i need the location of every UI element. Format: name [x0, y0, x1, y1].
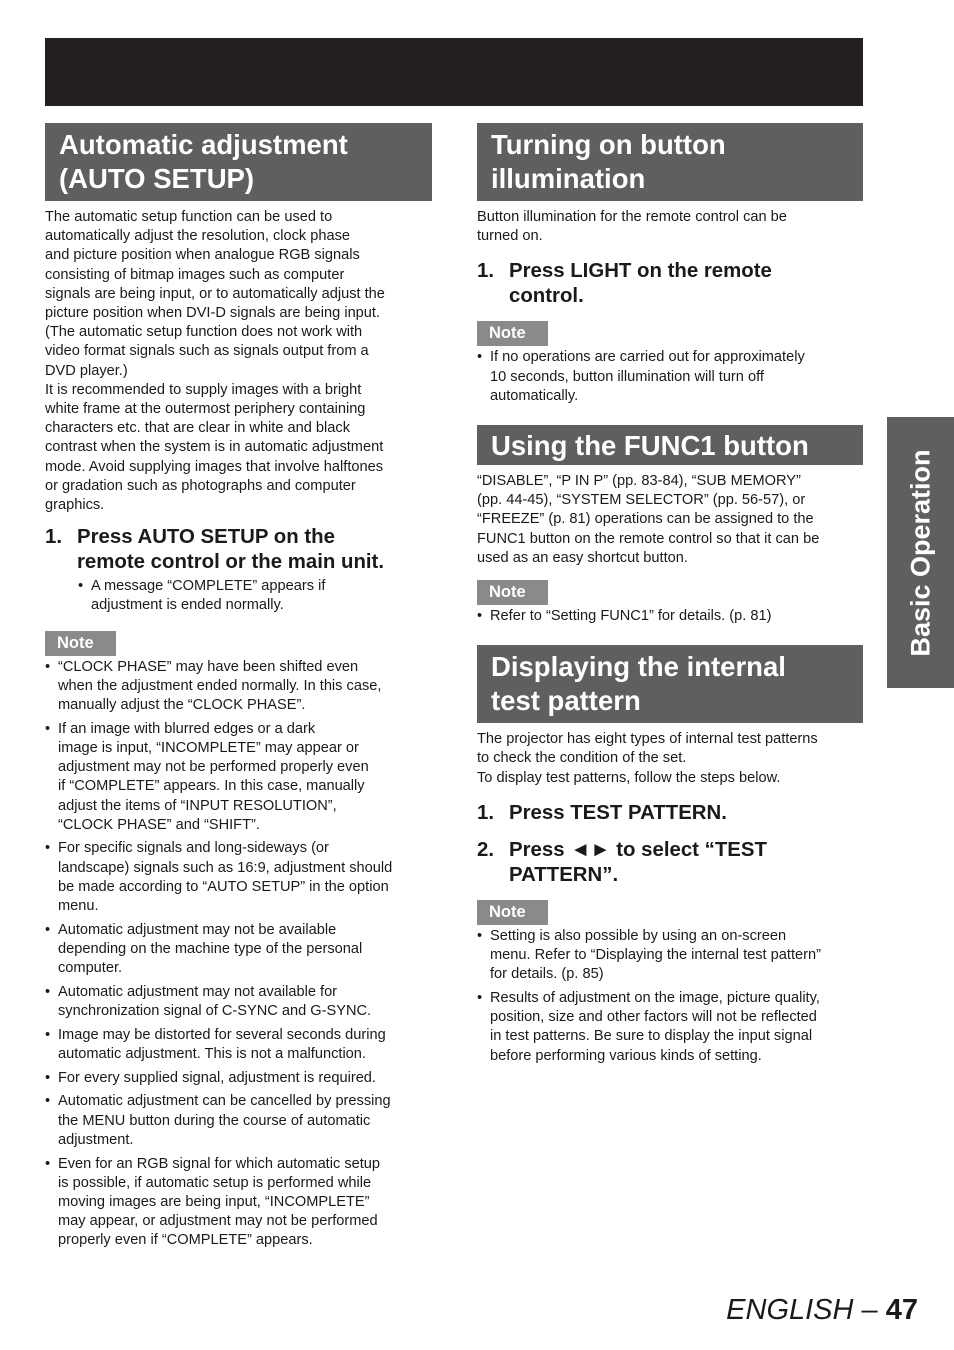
bullet-dot: •	[477, 989, 483, 1006]
note-line: Even for an RGB signal for which automatic setup	[58, 1155, 381, 1172]
intro-line: video format signals such as signals output from a	[45, 343, 369, 360]
bullet-dot: •	[45, 921, 51, 938]
note-line: be made according to “AUTO SETUP” in the option	[58, 878, 389, 895]
note-line: adjustment.	[58, 1131, 134, 1148]
footer-separator: –	[853, 1294, 886, 1326]
bullet-dot: •	[45, 1026, 51, 1043]
note-line: For specific signals and long-sideways (or	[58, 840, 329, 857]
step-text: remote control or the main unit.	[77, 551, 385, 574]
note-item	[477, 607, 863, 626]
note-line: Automatic adjustment may not be available	[58, 921, 337, 938]
bullet-line: adjustment is ended normally.	[91, 597, 284, 614]
note-item	[45, 1069, 432, 1088]
intro-line: picture position when DVI-D signals are being input.	[45, 305, 381, 322]
bullet-dot: •	[45, 983, 51, 1000]
note-line: Automatic adjustment can be cancelled by pressing	[58, 1093, 391, 1110]
step-text: Press TEST PATTERN.	[509, 801, 727, 824]
note-item	[477, 989, 863, 1066]
title-line: test pattern	[491, 685, 641, 717]
side-tab-label: Basic Operation	[905, 448, 935, 657]
note-line: position, size and other factors will not be reflected	[490, 1009, 817, 1026]
note-line: in test patterns. Be sure to display the input signal	[490, 1028, 813, 1045]
auto-setup-intro	[45, 208, 432, 515]
note-item	[45, 658, 432, 716]
note-label: Note	[477, 900, 548, 925]
intro-line: consisting of bitmap images such as computer	[45, 266, 345, 283]
intro-line: Button illumination for the remote control can be	[477, 209, 787, 225]
step-number: 1.	[45, 526, 63, 549]
auto-setup-notes	[45, 658, 432, 1251]
page-footer	[726, 1292, 918, 1328]
step-number: 2.	[477, 838, 495, 861]
note-line: for details. (p. 85)	[490, 966, 604, 983]
note-item	[45, 1092, 432, 1150]
title-line: illumination	[491, 163, 646, 194]
step-sub-bullet	[78, 577, 432, 615]
bullet-dot: •	[45, 1069, 51, 1086]
note-line: computer.	[58, 960, 123, 977]
note-line: when the adjustment ended normally. In this case,	[58, 677, 382, 694]
step-1	[477, 801, 863, 826]
intro-line: characters etc. that are clear in white and black	[45, 420, 351, 437]
intro-line: and picture position when analogue RGB signals	[45, 247, 360, 264]
step-1	[477, 259, 863, 309]
title-line: Turning on button	[491, 129, 726, 160]
note-item	[45, 1026, 432, 1064]
note-line: depending on the machine type of the personal	[58, 941, 363, 957]
step-text: control.	[509, 285, 584, 308]
note-label: Note	[477, 321, 548, 346]
intro-line: automatically adjust the resolution, clock phase	[45, 228, 351, 245]
note-line: properly even if “COMPLETE” appears.	[58, 1232, 313, 1249]
bullet-dot: •	[45, 840, 51, 857]
step-text: Press ◄► to select “TEST	[509, 838, 767, 861]
bullet-dot: •	[477, 927, 483, 944]
bullet-dot: •	[45, 720, 51, 737]
note-label: Note	[45, 631, 116, 656]
note-line: if “COMPLETE” appears. In this case, manually	[58, 778, 365, 795]
top-header-bar	[45, 38, 863, 106]
side-tab-basic-operation	[887, 417, 954, 688]
note-line: If an image with blurred edges or a dark	[58, 720, 316, 737]
step-2	[477, 838, 863, 888]
intro-line: It is recommended to supply images with a bright	[45, 381, 362, 398]
note-line: may appear, or adjustment may not be performed	[58, 1213, 378, 1230]
intro-line: to check the condition of the set.	[477, 750, 687, 767]
section-title-auto-setup	[45, 123, 432, 201]
bullet-line: A message “COMPLETE” appears if	[91, 578, 326, 595]
intro-line: To display test patterns, follow the steps below.	[477, 769, 781, 786]
bullet-dot: •	[45, 658, 51, 675]
bullet-dot: •	[477, 349, 483, 366]
note-line: Setting is also possible by using an on-screen	[490, 927, 787, 944]
note-line: For every supplied signal, adjustment is required.	[58, 1069, 376, 1086]
note-label: Note	[477, 580, 548, 605]
note-item	[45, 983, 432, 1021]
note-line: synchronization signal of C-SYNC and G-SYNC.	[58, 1003, 372, 1020]
note-line: adjust the items of “INPUT RESOLUTION”,	[58, 797, 337, 814]
intro-line: (The automatic setup function does not work with	[45, 324, 363, 341]
illumination-intro	[477, 208, 863, 246]
intro-line: contrast when the system is in automatic adjustment	[45, 439, 384, 456]
step-number: 1.	[477, 260, 495, 283]
note-line: automatically.	[490, 387, 579, 404]
intro-line: “DISABLE”, “P IN P” (pp. 83-84), “SUB MEMORY”	[477, 473, 801, 490]
note-item	[477, 927, 863, 985]
note-line: before performing various kinds of setting.	[490, 1047, 762, 1064]
note-item	[45, 1155, 432, 1251]
note-line: is possible, if automatic setup is performed while	[58, 1174, 372, 1191]
title-line: Displaying the internal	[491, 651, 786, 683]
note-line: adjustment may not be performed properly even	[58, 759, 369, 776]
intro-line: The projector has eight types of internal test patterns	[477, 731, 818, 748]
note-line: image is input, “INCOMPLETE” may appear or	[58, 739, 359, 756]
intro-line: signals are being input, or to automatically adjust the	[45, 285, 385, 302]
bullet-dot: •	[477, 608, 483, 625]
intro-line: “FREEZE” (p. 81) operations can be assigned to the	[477, 511, 814, 528]
section-title-test-pattern	[477, 645, 863, 723]
note-line: Results of adjustment on the image, picture quality,	[490, 989, 820, 1006]
left-column	[45, 123, 432, 1251]
intro-line: turned on.	[477, 228, 543, 245]
note-line: “CLOCK PHASE” and “SHIFT”.	[58, 816, 260, 833]
step-text: Press LIGHT on the remote	[509, 260, 772, 283]
note-item	[477, 348, 863, 406]
title-line: (AUTO SETUP)	[59, 163, 255, 194]
intro-line: (pp. 44-45), “SYSTEM SELECTOR” (pp. 56-57), or	[477, 492, 806, 509]
note-line: manually adjust the “CLOCK PHASE”.	[58, 697, 306, 714]
note-item	[45, 839, 432, 916]
note-line: automatic adjustment. This is not a malfunction.	[58, 1046, 366, 1063]
intro-line: The automatic setup function can be used to	[45, 209, 333, 225]
step-1	[45, 525, 432, 575]
note-line: menu.	[58, 898, 99, 915]
step-text: PATTERN”.	[509, 863, 619, 886]
bullet-dot: •	[45, 1093, 51, 1110]
note-line: landscape) signals such as 16:9, adjustment should	[58, 859, 393, 876]
bullet-dot: •	[78, 578, 84, 595]
intro-line: white frame at the outermost periphery containing	[45, 401, 366, 418]
bullet-dot: •	[45, 1155, 51, 1172]
intro-line: or gradation such as photographs and computer	[45, 477, 356, 494]
intro-line: used as an easy shortcut button.	[477, 549, 688, 566]
note-line: the MENU button during the course of automatic	[58, 1112, 371, 1129]
test-pattern-intro	[477, 730, 863, 788]
page-number: 47	[885, 1294, 918, 1326]
intro-line: FUNC1 button on the remote control so that it can be	[477, 530, 820, 547]
right-column	[477, 123, 863, 1066]
section-title-func1: Using the FUNC1 button	[477, 425, 863, 465]
note-line: 10 seconds, button illumination will turn off	[490, 368, 764, 385]
title-line: Automatic adjustment	[59, 129, 348, 160]
note-line: menu. Refer to “Displaying the internal test pattern”	[490, 947, 821, 964]
step-text: Press AUTO SETUP on the	[77, 526, 335, 549]
note-line: Refer to “Setting FUNC1” for details. (p. 81)	[490, 608, 772, 625]
note-line: moving images are being input, “INCOMPLETE”	[58, 1193, 370, 1210]
intro-line: DVD player.)	[45, 362, 128, 379]
section-title-illumination	[477, 123, 863, 201]
note-line: “CLOCK PHASE” may have been shifted even	[58, 658, 359, 675]
intro-line: mode. Avoid supplying images that involve halftones	[45, 458, 384, 475]
note-item	[45, 921, 432, 979]
note-item	[45, 720, 432, 835]
func1-intro	[477, 472, 863, 568]
intro-line: graphics.	[45, 497, 105, 514]
note-line: If no operations are carried out for approximately	[490, 349, 805, 366]
note-line: Image may be distorted for several seconds during	[58, 1026, 386, 1043]
note-line: Automatic adjustment may not available for	[58, 983, 338, 1000]
footer-language: ENGLISH	[726, 1294, 854, 1326]
step-number: 1.	[477, 801, 495, 824]
